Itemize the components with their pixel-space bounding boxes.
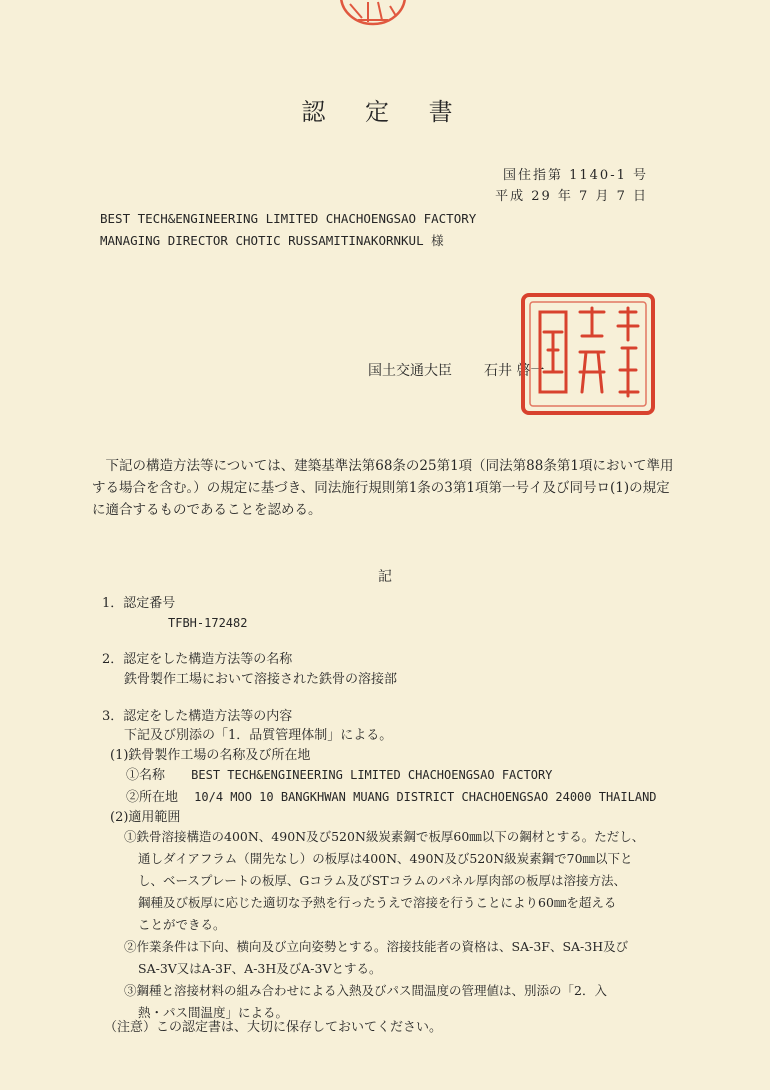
sub1-name-value: BEST TECH&ENGINEERING LIMITED CHACHOENGSAO FACTORY	[191, 768, 553, 782]
issuer-title: 国土交通大臣	[368, 363, 452, 379]
scope2-line2: SA-3V又はA-3F、A-3H及びA-3Vとする。	[138, 961, 382, 976]
scope-list	[124, 826, 644, 1024]
note: （注意）この認定書は、大切に保存しておいてください。	[104, 1020, 443, 1035]
scope1-line5: ことができる。	[138, 917, 226, 932]
sub1-addr-label: ②所在地	[126, 790, 179, 805]
scope1-line3: し、ベースプレートの板厚、Gコラム及びSTコラムのパネル厚肉部の板厚は溶接方法、	[138, 873, 627, 888]
scope3-line2: 熱・パス間温度」による。	[138, 1005, 289, 1020]
sub2-label: (2)適用範囲	[110, 810, 181, 825]
item2-label: 2．認定をした構造方法等の名称	[102, 652, 293, 667]
addressee-company: BEST TECH&ENGINEERING LIMITED CHACHOENGSAO FACTORY	[100, 211, 477, 226]
sub1-name-label: ①名称	[126, 768, 166, 783]
scope1-line4: 鋼種及び板厚に応じた適切な予熱を行ったうえで溶接を行うことにより60㎜を超える	[138, 895, 617, 910]
item1-label: 1．認定番号	[102, 596, 176, 611]
scope2-line1: ②作業条件は下向、横向及び立向姿勢とする。溶接技能者の資格は、SA-3F、SA-3H及び	[124, 939, 629, 954]
scope3-line1: ③鋼種と溶接材料の組み合わせによる入熱及びパス間温度の管理値は、別添の「2．入	[124, 983, 607, 998]
scope1-line2: 通しダイアフラム（開先なし）の板厚は400N、490N及び520N級炭素鋼で70㎜以下と	[138, 851, 633, 866]
item3-label: 3．認定をした構造方法等の内容	[102, 709, 293, 724]
cert-number-block	[495, 165, 648, 207]
addressee-person: MANAGING DIRECTOR CHOTIC RUSSAMITINAKORNKUL 様	[100, 233, 444, 248]
top-seal	[338, 0, 408, 26]
sub1-name	[126, 764, 552, 787]
document-title: 認 定 書	[301, 98, 469, 126]
item1-value: TFBH-172482	[168, 616, 248, 630]
sub1-addr-value: 10/4 MOO 10 BANGKHWAN MUANG DISTRICT CHACHOENGSAO 24000 THAILAND	[194, 790, 657, 804]
sub1-address	[126, 786, 657, 809]
scope1-line1: ①鉄骨溶接構造の400N、490N及び520N級炭素鋼で板厚60㎜以下の鋼材とする。ただし、	[124, 829, 645, 844]
ki-heading: 記	[378, 569, 392, 585]
issuer-name: 石井 啓一	[484, 363, 545, 379]
body-paragraph: 下記の構造方法等については、建築基準法第68条の25第1項（同法第88条第1項において準用する場合を含む。）の規定に基づき、同法施行規則第1条の3第1項第一号イ及び同号ロ(1)の規定に適合するものであることを認める。	[92, 458, 674, 518]
item2-value: 鉄骨製作工場において溶接された鉄骨の溶接部	[124, 672, 398, 687]
official-seal	[520, 292, 656, 416]
sub1-label: (1)鉄骨製作工場の名称及び所在地	[110, 748, 311, 763]
issue-date: 平成 29 年 7 月 7 日	[495, 189, 648, 204]
addressee	[100, 208, 476, 252]
item3-intro: 下記及び別添の「1．品質管理体制」による。	[124, 728, 393, 743]
cert-number: 国住指第 1140-1 号	[502, 168, 648, 183]
